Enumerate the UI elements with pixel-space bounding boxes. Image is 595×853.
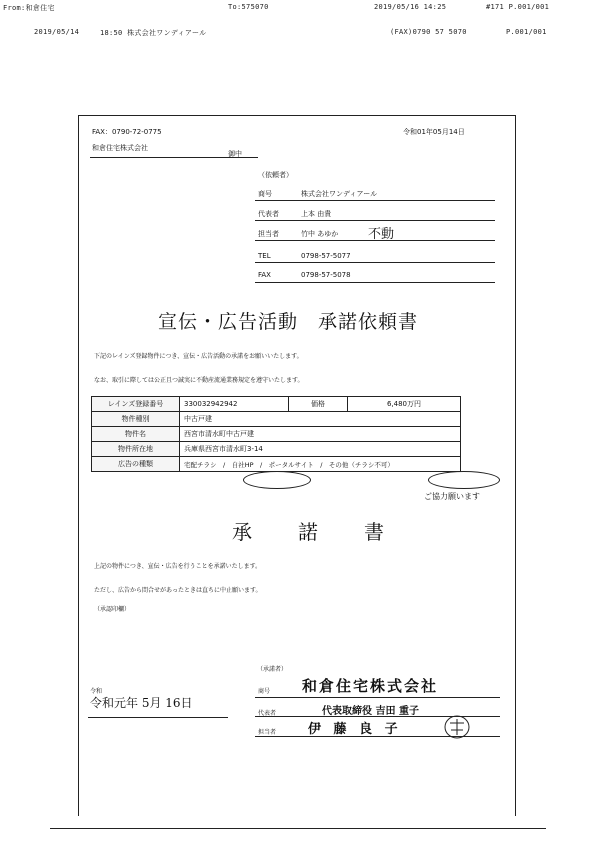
fax2-date: 2019/05/14 <box>34 28 80 36</box>
property-table <box>91 396 461 472</box>
name-label: 物件名 <box>92 427 180 442</box>
recipient-underline <box>90 157 258 158</box>
fax2-fax: (FAX)0790 57 5070 <box>390 28 467 36</box>
consent-title: 承 諾 書 <box>232 520 386 544</box>
fax-datetime: 2019/05/16 14:25 <box>374 3 447 11</box>
name-value: 西宮市清水町中古戸建 <box>180 427 461 442</box>
table-row <box>92 412 461 427</box>
recipient-suffix: 御中 <box>228 150 242 158</box>
intro-line-1: 下記のレインズ登録物件につき、宣伝・広告活動の承諾をお願いいたします。 <box>94 353 303 360</box>
reins-label: レインズ登録番号 <box>92 397 180 412</box>
rep-label: 代表者 <box>258 210 279 218</box>
signed-date: 令和元年 5月 16日 <box>90 696 193 710</box>
rep-value: 上本 由貴 <box>301 210 332 218</box>
fax2-page: P.001/001 <box>506 28 547 36</box>
bottom-rule <box>50 828 546 829</box>
approver-company-line <box>255 697 500 698</box>
company-label: 商号 <box>258 190 272 198</box>
type-value: 中古戸建 <box>180 412 461 427</box>
tel-line <box>255 262 495 263</box>
handwritten-note: ご協力願います <box>424 492 480 501</box>
approver-heading: （承諾者） <box>257 666 288 673</box>
recipient-name: 和倉住宅株式会社 <box>92 144 148 152</box>
person-handwritten: 不動 <box>368 227 395 242</box>
personal-seal-icon <box>442 714 472 740</box>
hp-circle <box>243 471 311 489</box>
approver-company-label: 商号 <box>258 688 271 695</box>
tel-label: TEL <box>258 252 271 260</box>
address-value: 兵庫県西宮市清水町3-14 <box>180 442 461 457</box>
table-row <box>92 427 461 442</box>
consent-line-2: ただし、広告から問合せがあったときは直ちに中止願います。 <box>94 587 262 594</box>
consent-line-3: （承認印欄） <box>94 606 131 613</box>
consent-line-1: 上記の物件につき、宣伝・広告を行うことを承諾いたします。 <box>94 563 262 570</box>
type-label: 物件種別 <box>92 412 180 427</box>
tel-value: 0798-57-5077 <box>301 252 351 260</box>
approver-person-label: 担当者 <box>258 729 277 736</box>
approver-company: 和倉住宅株式会社 <box>302 677 439 695</box>
fax-from: From:和倉住宅 <box>3 4 55 12</box>
document-title: 宣伝・広告活動 承諾依頼書 <box>158 311 419 333</box>
address-label: 物件所在地 <box>92 442 180 457</box>
ad-value: 宅配チラシ / 自社HP / ポータルサイト / その他（チラシ不可） <box>180 457 461 472</box>
approver-rep-label: 代表者 <box>258 710 277 717</box>
no-flyer-circle <box>428 471 500 489</box>
fax-line <box>255 282 495 283</box>
table-row <box>92 397 461 412</box>
person-value: 竹中 あゆか <box>301 230 339 238</box>
approver-rep: 代表取締役 吉田 重子 <box>322 706 419 717</box>
fax2-sender: 18:50 株式会社ワンディアール <box>100 29 207 37</box>
fax-to: To:575070 <box>228 3 269 11</box>
date-line <box>88 717 228 718</box>
person-line <box>255 240 495 241</box>
table-row <box>92 457 461 472</box>
company-line <box>255 200 495 201</box>
ad-label: 広告の種類 <box>92 457 180 472</box>
fax-page: #171 P.001/001 <box>486 3 550 11</box>
era-label: 令和 <box>90 688 103 695</box>
fax-label: FAX <box>258 271 271 279</box>
fax-value: 0798-57-5078 <box>301 271 351 279</box>
rep-line <box>255 220 495 221</box>
fax-number: FAX：0790-72-0775 <box>92 128 162 136</box>
requester-heading: （依頼者） <box>258 171 293 179</box>
table-row <box>92 442 461 457</box>
price-label: 価格 <box>289 397 348 412</box>
reins-value: 330032942942 <box>180 397 289 412</box>
company-value: 株式会社ワンディアール <box>301 190 378 198</box>
person-label: 担当者 <box>258 230 279 238</box>
approver-person: 伊 藤 良 子 <box>308 722 402 737</box>
document-date: 令和01年05月14日 <box>403 128 465 136</box>
intro-line-2: なお、取引に際しては公正且つ誠実に不動産流通業務規定を遵守いたします。 <box>94 377 304 384</box>
price-value: 6,480万円 <box>348 397 461 412</box>
